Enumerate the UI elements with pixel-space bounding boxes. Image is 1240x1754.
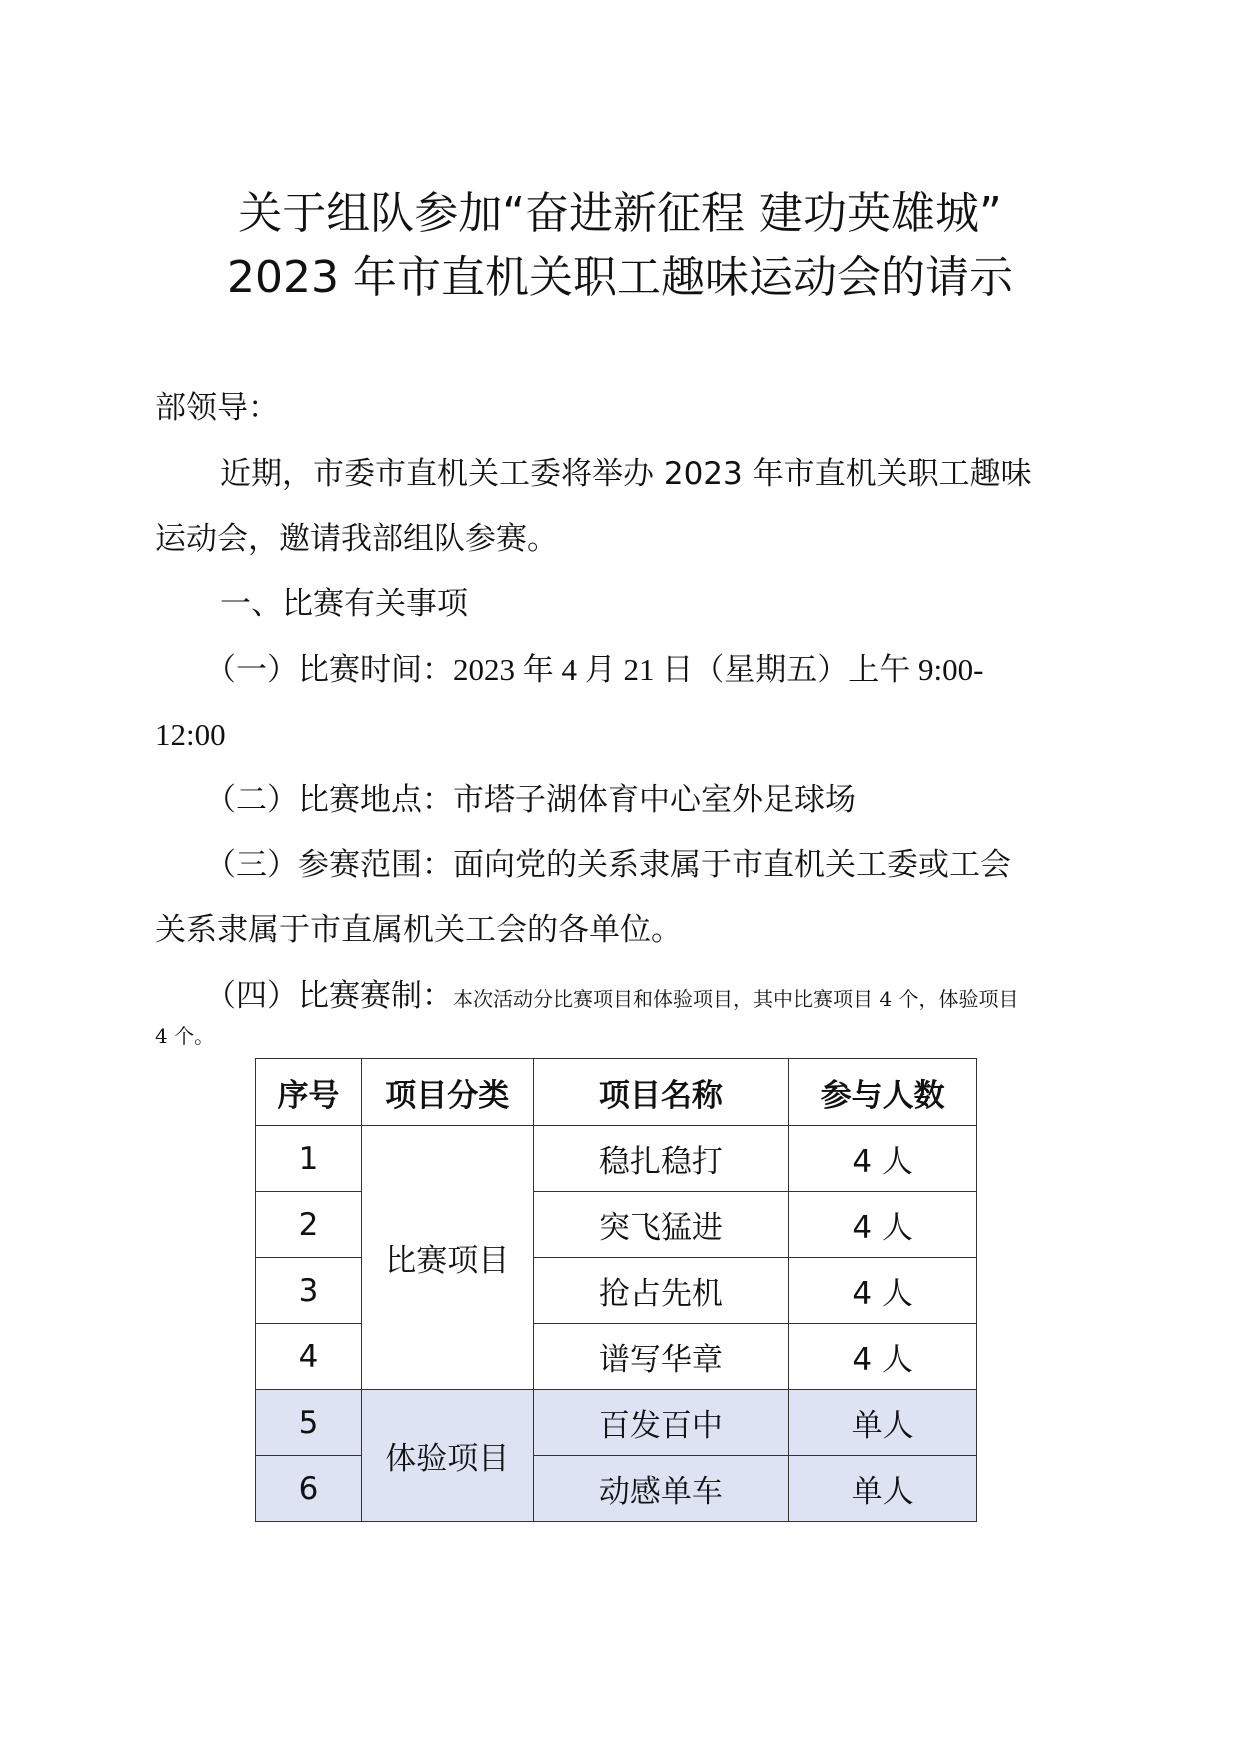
item-place-value: 市塔子湖体育中心室外足球场 — [453, 782, 856, 818]
cell-people: 单人 — [789, 1456, 977, 1522]
cell-people: 4 人 — [789, 1258, 977, 1324]
cell-category-experience: 体验项目 — [361, 1390, 533, 1522]
header-category: 项目分类 — [361, 1059, 533, 1126]
item-format-value: 本次活动分比赛项目和体验项目，其中比赛项目 4 个，体验项目 — [453, 987, 1019, 1011]
cell-people: 4 人 — [789, 1126, 977, 1192]
item-scope-value-cont: 关系隶属于市直属机关工会的各单位。 — [155, 912, 682, 948]
cell-no: 3 — [256, 1258, 362, 1324]
item-scope-value: 面向党的关系隶属于市直机关工委或工会 — [453, 847, 1011, 883]
item-format-value-cont: 4 个。 — [155, 1024, 215, 1048]
item-place — [205, 780, 856, 820]
header-people: 参与人数 — [789, 1059, 977, 1126]
cell-no: 1 — [256, 1126, 362, 1192]
salutation: 部领导： — [155, 390, 279, 426]
section-heading: 一、比赛有关事项 — [220, 586, 468, 622]
cell-name: 稳扎稳打 — [533, 1126, 789, 1192]
cell-no: 2 — [256, 1192, 362, 1258]
cell-name: 抢占先机 — [533, 1258, 789, 1324]
cell-name: 突飞猛进 — [533, 1192, 789, 1258]
cell-people: 单人 — [789, 1390, 977, 1456]
cell-no: 5 — [256, 1390, 362, 1456]
intro-line-1: 近期，市委市直机关工委将举办 2023 年市直机关职工趣味 — [220, 456, 1032, 492]
item-scope-label: （三）参赛范围： — [205, 847, 453, 883]
item-time-label: （一）比赛时间： — [205, 652, 453, 688]
item-time-value-cont: 12:00 — [155, 717, 226, 752]
item-place-label: （二）比赛地点： — [205, 782, 453, 818]
item-time — [205, 650, 983, 690]
item-format-label: （四）比赛赛制： — [205, 978, 453, 1014]
item-time-value: 2023 年 4 月 21 日（星期五）上午 9:00- — [453, 652, 984, 687]
header-name: 项目名称 — [533, 1059, 789, 1126]
cell-name: 动感单车 — [533, 1456, 789, 1522]
intro-line-2: 运动会，邀请我部组队参赛。 — [155, 521, 558, 557]
cell-people: 4 人 — [789, 1192, 977, 1258]
item-scope — [205, 845, 1011, 885]
cell-people: 4 人 — [789, 1324, 977, 1390]
item-format — [205, 976, 1018, 1016]
header-no: 序号 — [256, 1059, 362, 1126]
cell-name: 谱写华章 — [533, 1324, 789, 1390]
cell-no: 4 — [256, 1324, 362, 1390]
table-row — [256, 1126, 977, 1192]
document-title-line-2: 2023 年市直机关职工趣味运动会的请示 — [227, 252, 1013, 303]
cell-name: 百发百中 — [533, 1390, 789, 1456]
event-table — [255, 1058, 977, 1522]
cell-no: 6 — [256, 1456, 362, 1522]
cell-category-competition: 比赛项目 — [361, 1126, 533, 1390]
document-title-line-1: 关于组队参加“奋进新征程 建功英雄城” — [238, 188, 1002, 239]
table-header-row — [256, 1059, 977, 1126]
table-row — [256, 1390, 977, 1456]
